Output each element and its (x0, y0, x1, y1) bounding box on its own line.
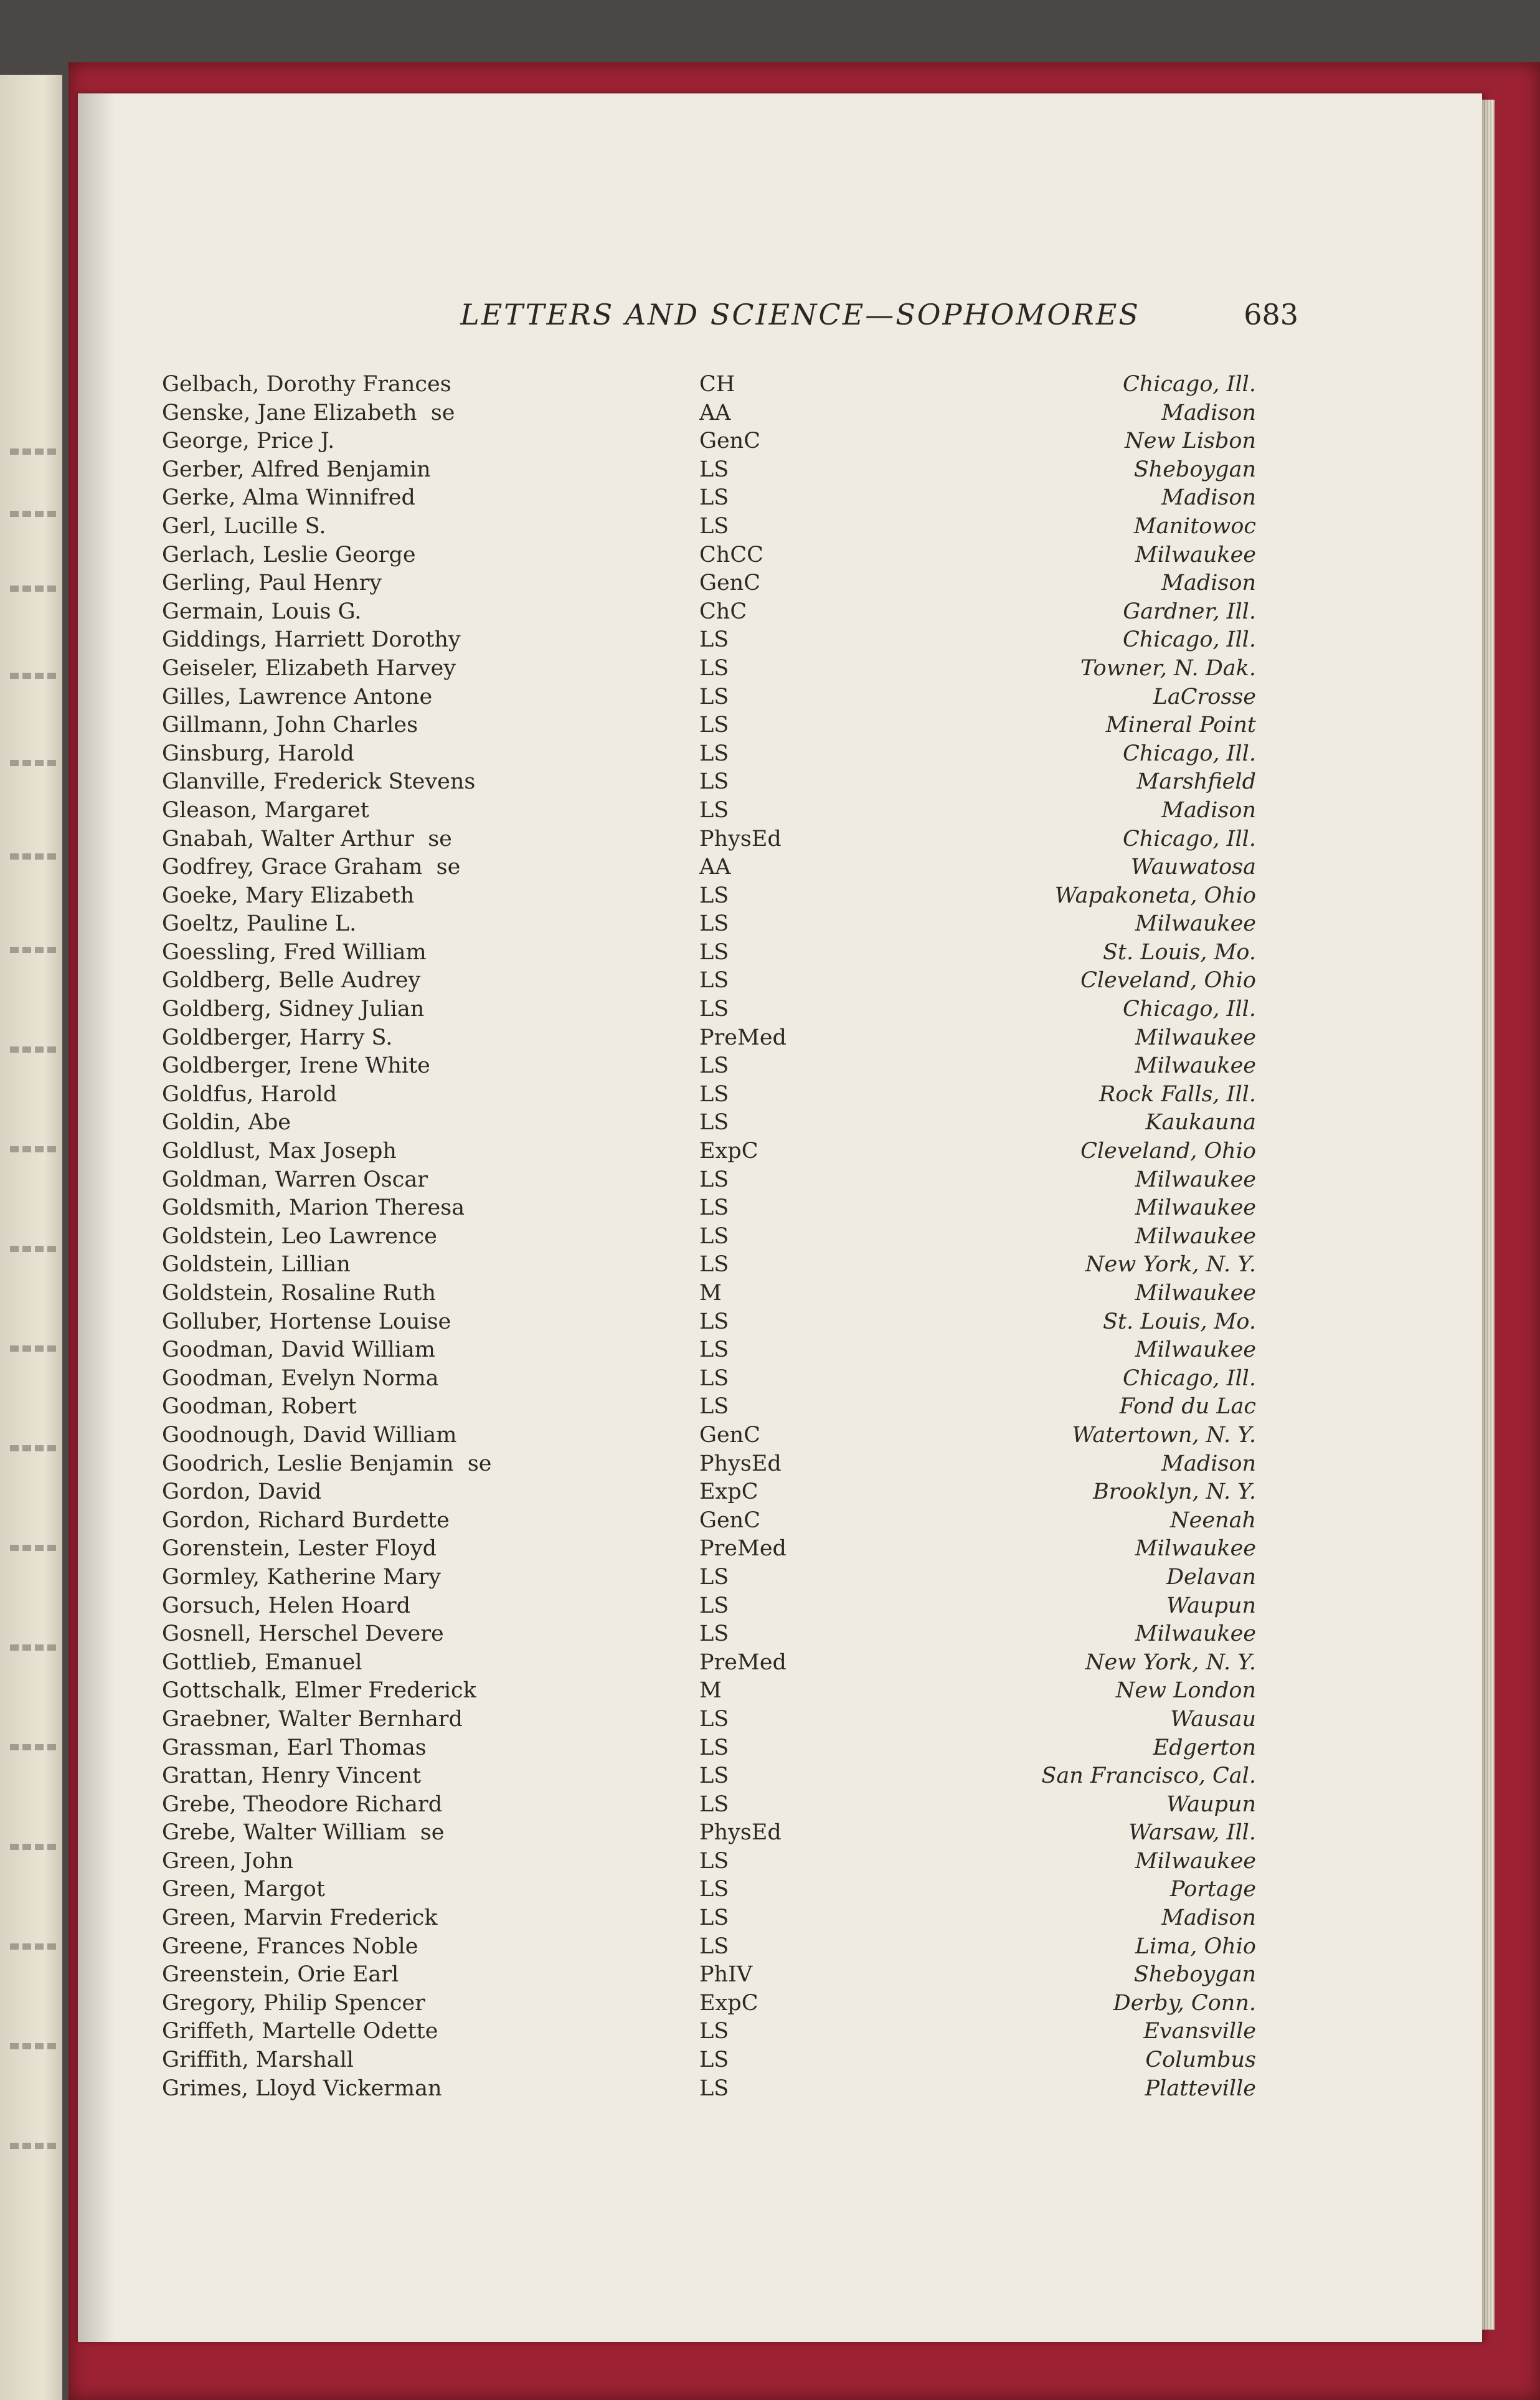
hometown: Wapakoneta, Ohio (1054, 883, 1256, 908)
college-code: LS (699, 1706, 729, 1732)
college-code: LS (699, 741, 729, 766)
student-name: Green, Marvin Frederick (162, 1905, 438, 1931)
student-entry (78, 2075, 1482, 2104)
student-entry (78, 456, 1482, 485)
college-code: LS (699, 1365, 729, 1391)
student-entry (78, 513, 1482, 541)
college-code: LS (699, 1110, 729, 1136)
hometown: Milwaukee (1135, 1848, 1256, 1874)
student-name: Gosnell, Herschel Devere (162, 1621, 444, 1647)
college-code: GenC (699, 1422, 760, 1448)
student-name: Grassman, Earl Thomas (162, 1735, 427, 1760)
hometown: Milwaukee (1135, 1053, 1256, 1079)
college-code: PhysEd (699, 826, 782, 851)
student-entry (78, 1194, 1482, 1223)
book-page (78, 93, 1482, 2342)
college-code: LS (699, 883, 729, 908)
college-code: PhIV (699, 1962, 753, 1988)
student-name: Gottschalk, Elmer Frederick (162, 1678, 476, 1704)
student-name: Glanville, Frederick Stevens (162, 769, 476, 795)
hometown: Cleveland, Ohio (1080, 1139, 1256, 1164)
student-entry (78, 1762, 1482, 1791)
hometown: Gardner, Ill. (1123, 599, 1256, 624)
hometown: Derby, Conn. (1113, 1990, 1256, 2016)
hometown: St. Louis, Mo. (1103, 1309, 1256, 1334)
student-entry (78, 2018, 1482, 2046)
student-name: Gerl, Lucille S. (162, 513, 326, 539)
hometown: Sheboygan (1133, 457, 1256, 482)
student-entry (78, 1279, 1482, 1308)
student-name: Gillmann, John Charles (162, 713, 418, 738)
college-code: M (699, 1281, 722, 1306)
college-code: LS (699, 2075, 729, 2101)
college-code: LS (699, 457, 729, 482)
student-name: Geiseler, Elizabeth Harvey (162, 655, 456, 681)
student-entry (78, 768, 1482, 797)
hometown: Portage (1170, 1877, 1256, 1902)
student-name: Green, Margot (162, 1877, 325, 1902)
college-code: GenC (699, 571, 760, 596)
hometown: Towner, N. Dak. (1080, 655, 1256, 681)
hometown: St. Louis, Mo. (1103, 939, 1256, 965)
hometown: Sheboygan (1133, 1962, 1256, 1988)
student-entry (78, 1734, 1482, 1763)
hometown: Edgerton (1153, 1735, 1256, 1760)
college-code: LS (699, 513, 729, 539)
college-code: LS (699, 485, 729, 511)
college-code: ExpC (699, 1139, 758, 1164)
college-code: PreMed (699, 1649, 787, 1675)
student-name: Goldstein, Leo Lawrence (162, 1223, 437, 1249)
hometown: Chicago, Ill. (1122, 372, 1256, 397)
college-code: LS (699, 1593, 729, 1618)
hometown: Mineral Point (1105, 713, 1256, 738)
student-entry (78, 371, 1482, 399)
hometown: Marshfield (1136, 769, 1256, 795)
college-code: LS (699, 1167, 729, 1192)
college-code: LS (699, 1933, 729, 1959)
student-name: Goessling, Fred William (162, 939, 427, 965)
student-name: Gormley, Katherine Mary (162, 1564, 442, 1590)
hometown: Delavan (1166, 1564, 1256, 1590)
hometown: Watertown, N. Y. (1072, 1422, 1256, 1448)
student-entry (78, 1961, 1482, 1990)
student-name: Gerlach, Leslie George (162, 542, 416, 567)
student-name: Goldstein, Lillian (162, 1252, 351, 1278)
student-entry (78, 598, 1482, 627)
hometown: Lima, Ohio (1135, 1933, 1256, 1959)
college-code: LS (699, 2019, 729, 2044)
student-entry (78, 1223, 1482, 1251)
hometown: Chicago, Ill. (1122, 826, 1256, 851)
hometown: Milwaukee (1135, 1536, 1256, 1562)
student-name: Goodman, Robert (162, 1394, 357, 1420)
hometown: Milwaukee (1135, 1167, 1256, 1192)
student-entry (78, 1507, 1482, 1535)
college-code: LS (699, 797, 729, 823)
hometown: Madison (1161, 571, 1256, 596)
college-code: AA (699, 400, 731, 425)
hometown: Chicago, Ill. (1122, 997, 1256, 1022)
student-entry (78, 1876, 1482, 1904)
student-entry (78, 1819, 1482, 1847)
college-code: ChC (699, 599, 747, 624)
student-name: Grattan, Henry Vincent (162, 1763, 422, 1789)
student-entry (78, 1024, 1482, 1053)
student-name: Greene, Frances Noble (162, 1933, 418, 1959)
hometown: Milwaukee (1135, 1621, 1256, 1647)
student-entry (78, 2046, 1482, 2075)
student-name: Goodman, David William (162, 1337, 435, 1363)
hometown: Milwaukee (1135, 1195, 1256, 1221)
college-code: LS (699, 1053, 729, 1079)
college-code: LS (699, 1337, 729, 1363)
hometown: Milwaukee (1135, 911, 1256, 937)
student-entry (78, 1393, 1482, 1421)
hometown: Milwaukee (1135, 1223, 1256, 1249)
student-name: Gordon, Richard Burdette (162, 1507, 450, 1533)
student-entry (78, 1847, 1482, 1876)
student-entry (78, 1592, 1482, 1621)
student-entry (78, 683, 1482, 712)
student-entry (78, 825, 1482, 854)
page-header-title: LETTERS AND SCIENCE—SOPHOMORES (460, 298, 1140, 331)
student-name: Griffith, Marshall (162, 2047, 354, 2073)
student-name: Graebner, Walter Bernhard (162, 1706, 463, 1732)
college-code: LS (699, 1791, 729, 1817)
hometown: Madison (1161, 1905, 1256, 1931)
student-name: Ginsburg, Harold (162, 741, 354, 766)
college-code: M (699, 1678, 722, 1704)
student-name: Gerling, Paul Henry (162, 571, 382, 596)
college-code: LS (699, 684, 729, 709)
hometown: New York, N. Y. (1085, 1252, 1256, 1278)
student-name: Gilles, Lawrence Antone (162, 684, 433, 709)
college-code: LS (699, 627, 729, 653)
college-code: PreMed (699, 1536, 787, 1562)
page-number: 683 (1244, 298, 1298, 331)
previous-page-edge (0, 75, 62, 2400)
student-name: Germain, Louis G. (162, 599, 362, 624)
student-entry (78, 1365, 1482, 1393)
student-entry (78, 711, 1482, 740)
college-code: AA (699, 855, 731, 880)
college-code: LS (699, 1081, 729, 1107)
student-name: Goldberg, Sidney Julian (162, 997, 425, 1022)
hometown: Brooklyn, N. Y. (1093, 1479, 1256, 1505)
student-name: Genske, Jane Elizabeth se (162, 400, 455, 425)
hometown: New Lisbon (1125, 429, 1256, 454)
student-entry (78, 569, 1482, 598)
student-name: Grimes, Lloyd Vickerman (162, 2075, 442, 2101)
college-code: LS (699, 1309, 729, 1334)
student-name: Godfrey, Grace Graham se (162, 855, 461, 880)
student-name: Gorenstein, Lester Floyd (162, 1536, 437, 1562)
student-name: Goldin, Abe (162, 1110, 291, 1136)
student-entry (78, 910, 1482, 939)
student-name: Goldberg, Belle Audrey (162, 968, 421, 994)
college-code: LS (699, 997, 729, 1022)
hometown: Madison (1161, 400, 1256, 425)
college-code: LS (699, 1905, 729, 1931)
hometown: Madison (1161, 485, 1256, 511)
hometown: Wauwatosa (1130, 855, 1256, 880)
student-entry (78, 1081, 1482, 1109)
college-code: ExpC (699, 1479, 758, 1505)
hometown: Milwaukee (1135, 1025, 1256, 1050)
student-entry (78, 626, 1482, 655)
student-entry (78, 853, 1482, 882)
student-entry (78, 1563, 1482, 1592)
student-entry (78, 882, 1482, 911)
student-name: Green, John (162, 1848, 294, 1874)
college-code: LS (699, 2047, 729, 2073)
student-name: Golluber, Hortense Louise (162, 1309, 451, 1334)
hometown: Manitowoc (1133, 513, 1256, 539)
college-code: LS (699, 655, 729, 681)
student-name: Goldstein, Rosaline Ruth (162, 1281, 436, 1306)
hometown: Columbus (1145, 2047, 1256, 2073)
college-code: PhysEd (699, 1820, 782, 1846)
hometown: New York, N. Y. (1085, 1649, 1256, 1675)
student-name: Goldsmith, Marion Theresa (162, 1195, 465, 1221)
student-entry (78, 1166, 1482, 1195)
college-code: LS (699, 1195, 729, 1221)
college-code: LS (699, 1223, 729, 1249)
student-entry (78, 1478, 1482, 1507)
college-code: LS (699, 769, 729, 795)
hometown: Milwaukee (1135, 1337, 1256, 1363)
student-name: Gerber, Alfred Benjamin (162, 457, 431, 482)
student-name: Gelbach, Dorothy Frances (162, 372, 451, 397)
student-entry (78, 740, 1482, 769)
student-entry (78, 427, 1482, 456)
college-code: LS (699, 1394, 729, 1420)
student-name: Gleason, Margaret (162, 797, 369, 823)
student-entry (78, 797, 1482, 825)
hometown: Madison (1161, 797, 1256, 823)
student-name: Grebe, Walter William se (162, 1820, 445, 1846)
hometown: New London (1115, 1678, 1256, 1704)
student-name: Goldlust, Max Joseph (162, 1139, 397, 1164)
hometown: Milwaukee (1135, 542, 1256, 567)
student-entry (78, 1109, 1482, 1137)
college-code: LS (699, 1735, 729, 1760)
college-code: LS (699, 968, 729, 994)
student-name: Goodrich, Leslie Benjamin se (162, 1451, 492, 1476)
hometown: Chicago, Ill. (1122, 1365, 1256, 1391)
student-entry (78, 967, 1482, 995)
student-name: Goldfus, Harold (162, 1081, 338, 1107)
student-entry (78, 484, 1482, 513)
student-entry (78, 1137, 1482, 1166)
student-name: Goldberger, Irene White (162, 1053, 430, 1079)
hometown: LaCrosse (1153, 684, 1256, 709)
hometown: Platteville (1145, 2075, 1256, 2101)
college-code: ExpC (699, 1990, 758, 2016)
student-entry (78, 1791, 1482, 1819)
college-code: LS (699, 713, 729, 738)
student-entry (78, 1308, 1482, 1337)
hometown: Fond du Lac (1119, 1394, 1256, 1420)
student-name: Griffeth, Martelle Odette (162, 2019, 438, 2044)
student-entry (78, 1251, 1482, 1279)
hometown: Warsaw, Ill. (1128, 1820, 1256, 1846)
college-code: GenC (699, 429, 760, 454)
student-name: Gorsuch, Helen Hoard (162, 1593, 411, 1618)
hometown: Milwaukee (1135, 1281, 1256, 1306)
hometown: Waupun (1166, 1791, 1256, 1817)
college-code: LS (699, 1848, 729, 1874)
student-entry (78, 1649, 1482, 1677)
student-name: Goeke, Mary Elizabeth (162, 883, 415, 908)
hometown: Madison (1161, 1451, 1256, 1476)
college-code: CH (699, 372, 735, 397)
student-entry (78, 1933, 1482, 1961)
student-name: Goodnough, David William (162, 1422, 457, 1448)
student-name: Gordon, David (162, 1479, 322, 1505)
hometown: Kaukauna (1145, 1110, 1256, 1136)
student-name: Goldberger, Harry S. (162, 1025, 393, 1050)
college-code: LS (699, 1763, 729, 1789)
college-code: ChCC (699, 542, 763, 567)
college-code: LS (699, 1877, 729, 1902)
student-entry (78, 655, 1482, 683)
hometown: Rock Falls, Ill. (1098, 1081, 1256, 1107)
college-code: LS (699, 1252, 729, 1278)
student-name: Gottlieb, Emanuel (162, 1649, 362, 1675)
student-entry (78, 939, 1482, 967)
student-entry (78, 1705, 1482, 1734)
college-code: LS (699, 939, 729, 965)
hometown: Cleveland, Ohio (1080, 968, 1256, 994)
student-name: Gregory, Philip Spencer (162, 1990, 425, 2016)
student-name: Goeltz, Pauline L. (162, 911, 357, 937)
student-entry (78, 1677, 1482, 1705)
student-entry (78, 541, 1482, 570)
hometown: Chicago, Ill. (1122, 741, 1256, 766)
student-name: Goldman, Warren Oscar (162, 1167, 428, 1192)
student-name: Gerke, Alma Winnifred (162, 485, 415, 511)
student-entry (78, 1421, 1482, 1450)
college-code: LS (699, 1564, 729, 1590)
student-entry (78, 1052, 1482, 1081)
hometown: Waupun (1166, 1593, 1256, 1618)
hometown: Neenah (1169, 1507, 1256, 1533)
college-code: PhysEd (699, 1451, 782, 1476)
student-entry (78, 1336, 1482, 1365)
student-entry (78, 1535, 1482, 1563)
student-entry (78, 1620, 1482, 1649)
student-name: Giddings, Harriett Dorothy (162, 627, 461, 653)
hometown: Evansville (1143, 2019, 1256, 2044)
student-entry (78, 1450, 1482, 1479)
student-name: Greenstein, Orie Earl (162, 1962, 399, 1988)
student-name: Goodman, Evelyn Norma (162, 1365, 439, 1391)
student-entry (78, 399, 1482, 428)
student-name: Gnabah, Walter Arthur se (162, 826, 452, 851)
student-name: Grebe, Theodore Richard (162, 1791, 443, 1817)
college-code: PreMed (699, 1025, 787, 1050)
student-list (78, 371, 1482, 2103)
student-entry (78, 995, 1482, 1024)
college-code: GenC (699, 1507, 760, 1533)
hometown: Chicago, Ill. (1122, 627, 1256, 653)
student-name: George, Price J. (162, 429, 335, 454)
hometown: Wausau (1170, 1706, 1256, 1732)
student-entry (78, 1990, 1482, 2018)
hometown: San Francisco, Cal. (1041, 1763, 1256, 1789)
student-entry (78, 1904, 1482, 1933)
college-code: LS (699, 1621, 729, 1647)
college-code: LS (699, 911, 729, 937)
